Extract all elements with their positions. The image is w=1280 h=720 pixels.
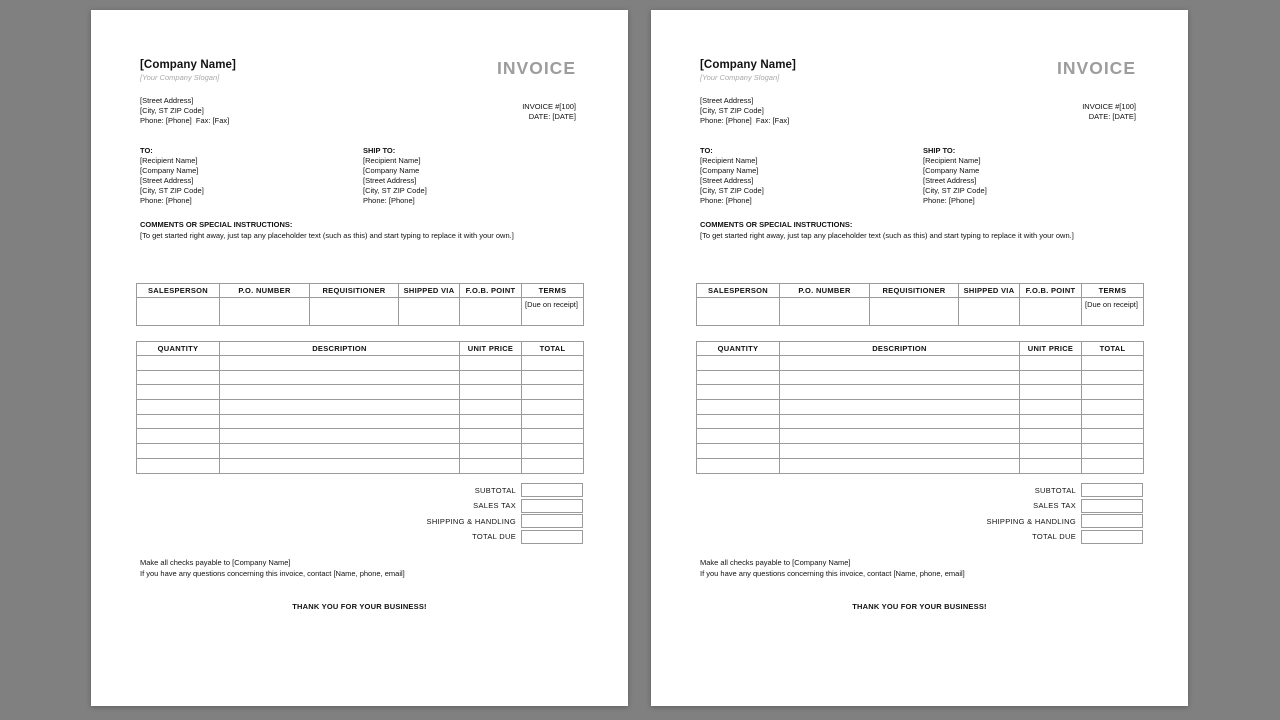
bill-to-phone[interactable]: Phone: [Phone] <box>700 196 752 205</box>
details-data-row <box>697 298 1144 326</box>
bill-to-company-name[interactable]: [Company Name] <box>700 166 759 175</box>
company-slogan-placeholder[interactable]: [Your Company Slogan] <box>700 73 780 82</box>
subtotal-label: SUBTOTAL <box>474 485 516 495</box>
invoice-meta-block <box>522 102 576 121</box>
item-quantity-cell[interactable] <box>137 458 220 473</box>
item-row <box>137 444 584 459</box>
salesperson-cell[interactable] <box>137 298 220 326</box>
item-total-cell[interactable] <box>1082 385 1144 400</box>
terms-header: TERMS <box>1082 284 1144 298</box>
shipping-handling-value-box[interactable] <box>1081 514 1143 528</box>
bill-to-recipient-name[interactable]: [Recipient Name] <box>140 156 198 165</box>
item-total-cell[interactable] <box>522 458 584 473</box>
shipped-via-header: SHIPPED VIA <box>399 284 460 298</box>
sales-tax-value-box[interactable] <box>1081 499 1143 513</box>
invoice-meta-block <box>1082 102 1136 121</box>
shipped-via-cell[interactable] <box>399 298 460 326</box>
bill-to-label: TO: <box>140 146 153 155</box>
total-due-value-box[interactable] <box>1081 530 1143 544</box>
item-quantity-cell[interactable] <box>137 414 220 429</box>
footer-notes <box>140 558 405 579</box>
item-total-cell[interactable] <box>1082 429 1144 444</box>
item-total-cell[interactable] <box>1082 370 1144 385</box>
shipping-handling-value-box[interactable] <box>521 514 583 528</box>
item-total-cell[interactable] <box>1082 414 1144 429</box>
subtotal-value-box[interactable] <box>521 483 583 497</box>
item-row <box>697 444 1144 459</box>
item-total-cell[interactable] <box>522 429 584 444</box>
item-description-cell[interactable] <box>220 356 460 371</box>
ship-to-phone[interactable]: Phone: [Phone] <box>923 196 975 205</box>
item-total-cell[interactable] <box>522 400 584 415</box>
ship-to-city-state-zip[interactable]: [City, ST ZIP Code] <box>363 186 427 195</box>
item-quantity-cell[interactable] <box>137 370 220 385</box>
thank-you-message: THANK YOU FOR YOUR BUSINESS! <box>852 602 987 611</box>
item-description-cell[interactable] <box>220 414 460 429</box>
items-header-row <box>137 342 584 356</box>
comments-label: COMMENTS OR SPECIAL INSTRUCTIONS: <box>140 220 293 229</box>
company-phone-fax[interactable]: Phone: [Phone] Fax: [Fax] <box>140 116 230 125</box>
item-description-cell[interactable] <box>220 400 460 415</box>
subtotal-row <box>136 483 583 497</box>
bill-to-phone[interactable]: Phone: [Phone] <box>140 196 192 205</box>
fob-point-cell[interactable] <box>460 298 522 326</box>
requisitioner-header: REQUISITIONER <box>870 284 959 298</box>
item-unit-price-cell[interactable] <box>460 414 522 429</box>
item-unit-price-cell[interactable] <box>460 444 522 459</box>
item-unit-price-cell[interactable] <box>1020 429 1082 444</box>
item-quantity-cell[interactable] <box>697 414 780 429</box>
item-quantity-cell[interactable] <box>697 356 780 371</box>
invoice-date[interactable]: DATE: [DATE] <box>528 111 576 121</box>
terms-cell[interactable]: [Due on receipt] <box>522 298 584 326</box>
item-unit-price-cell[interactable] <box>460 400 522 415</box>
item-description-cell[interactable] <box>780 429 1020 444</box>
invoice-page <box>651 10 1188 706</box>
company-address-block <box>140 96 229 126</box>
item-unit-price-cell[interactable] <box>1020 356 1082 371</box>
sales-tax-row <box>136 499 583 513</box>
terms-cell[interactable]: [Due on receipt] <box>1082 298 1144 326</box>
invoice-title: INVOICE <box>1057 58 1136 78</box>
ship-to-block <box>363 146 427 206</box>
item-row <box>137 414 584 429</box>
terms-header: TERMS <box>522 284 584 298</box>
shipping-handling-label: SHIPPING & HANDLING <box>986 516 1076 526</box>
subtotal-value-box[interactable] <box>1081 483 1143 497</box>
item-total-cell[interactable] <box>522 414 584 429</box>
item-total-cell[interactable] <box>1082 444 1144 459</box>
total-due-value-box[interactable] <box>521 530 583 544</box>
item-unit-price-cell[interactable] <box>460 370 522 385</box>
comments-section <box>140 220 514 241</box>
unit-price-header: UNIT PRICE <box>460 342 522 356</box>
item-total-cell[interactable] <box>1082 400 1144 415</box>
salesperson-cell[interactable] <box>697 298 780 326</box>
item-unit-price-cell[interactable] <box>460 356 522 371</box>
checks-payable-note[interactable]: Make all checks payable to [Company Name] <box>700 558 851 567</box>
total-header: TOTAL <box>522 342 584 356</box>
order-details-table <box>696 283 1144 326</box>
item-unit-price-cell[interactable] <box>460 458 522 473</box>
item-total-cell[interactable] <box>522 356 584 371</box>
invoice-number[interactable]: INVOICE #[100] <box>522 102 576 111</box>
shipped-via-cell[interactable] <box>959 298 1020 326</box>
invoice-number[interactable]: INVOICE #[100] <box>1082 102 1136 111</box>
invoice-date[interactable]: DATE: [DATE] <box>1088 111 1136 121</box>
item-total-cell[interactable] <box>1082 458 1144 473</box>
item-description-cell[interactable] <box>220 458 460 473</box>
item-row <box>137 356 584 371</box>
item-row <box>137 385 584 400</box>
item-description-cell[interactable] <box>780 370 1020 385</box>
description-header: DESCRIPTION <box>780 342 1020 356</box>
item-total-cell[interactable] <box>522 370 584 385</box>
ship-to-recipient-name[interactable]: [Recipient Name] <box>923 156 981 165</box>
total-due-label: TOTAL DUE <box>1032 532 1076 542</box>
item-unit-price-cell[interactable] <box>1020 444 1082 459</box>
item-unit-price-cell[interactable] <box>1020 400 1082 415</box>
po-number-cell[interactable] <box>780 298 870 326</box>
subtotal-label: SUBTOTAL <box>1034 485 1076 495</box>
item-description-cell[interactable] <box>780 458 1020 473</box>
checks-payable-note[interactable]: Make all checks payable to [Company Name] <box>140 558 291 567</box>
item-description-cell[interactable] <box>780 400 1020 415</box>
item-row <box>697 414 1144 429</box>
details-header-row <box>697 284 1144 298</box>
total-due-row <box>696 530 1143 544</box>
company-city-state-zip[interactable]: [City, ST ZIP Code] <box>140 106 204 115</box>
bill-to-company-name[interactable]: [Company Name] <box>140 166 199 175</box>
shipping-handling-row <box>696 514 1143 528</box>
item-total-cell[interactable] <box>522 444 584 459</box>
item-unit-price-cell[interactable] <box>1020 385 1082 400</box>
item-row <box>137 429 584 444</box>
ship-to-block <box>923 146 987 206</box>
item-quantity-cell[interactable] <box>697 444 780 459</box>
item-unit-price-cell[interactable] <box>460 429 522 444</box>
item-unit-price-cell[interactable] <box>1020 414 1082 429</box>
questions-contact-note[interactable]: If you have any questions concerning this invoice, contact [Name, phone, email] <box>700 568 965 578</box>
item-quantity-cell[interactable] <box>697 385 780 400</box>
line-items-table <box>696 341 1144 474</box>
fob-point-header: F.O.B. POINT <box>460 284 522 298</box>
shipping-handling-row <box>136 514 583 528</box>
bill-to-recipient-name[interactable]: [Recipient Name] <box>700 156 758 165</box>
po-number-header: P.O. NUMBER <box>220 284 310 298</box>
bill-to-label: TO: <box>700 146 713 155</box>
requisitioner-cell[interactable] <box>310 298 399 326</box>
requisitioner-header: REQUISITIONER <box>310 284 399 298</box>
company-name-placeholder[interactable]: [Company Name] <box>700 59 796 71</box>
item-description-cell[interactable] <box>780 385 1020 400</box>
company-name-placeholder[interactable]: [Company Name] <box>140 59 236 71</box>
item-description-cell[interactable] <box>220 385 460 400</box>
total-due-row <box>136 530 583 544</box>
totals-section <box>696 483 1143 545</box>
item-quantity-cell[interactable] <box>697 429 780 444</box>
item-row <box>137 370 584 385</box>
sales-tax-label: SALES TAX <box>473 501 516 511</box>
shipping-handling-label: SHIPPING & HANDLING <box>426 516 516 526</box>
item-row <box>137 458 584 473</box>
comments-placeholder[interactable]: [To get started right away, just tap any placeholder text (such as this) and start typing to replace it with your own.] <box>700 231 1074 240</box>
bill-to-block <box>140 146 204 206</box>
ship-to-street-address[interactable]: [Street Address] <box>363 176 417 185</box>
item-quantity-cell[interactable] <box>137 385 220 400</box>
sales-tax-value-box[interactable] <box>521 499 583 513</box>
company-address-block <box>700 96 789 126</box>
comments-label: COMMENTS OR SPECIAL INSTRUCTIONS: <box>700 220 853 229</box>
item-row <box>697 370 1144 385</box>
line-items-table <box>136 341 584 474</box>
po-number-cell[interactable] <box>220 298 310 326</box>
total-due-label: TOTAL DUE <box>472 532 516 542</box>
company-street-address[interactable]: [Street Address] <box>140 96 194 105</box>
company-street-address[interactable]: [Street Address] <box>700 96 754 105</box>
company-phone-fax[interactable]: Phone: [Phone] Fax: [Fax] <box>700 116 790 125</box>
subtotal-row <box>696 483 1143 497</box>
item-unit-price-cell[interactable] <box>460 385 522 400</box>
comments-placeholder[interactable]: [To get started right away, just tap any placeholder text (such as this) and start typing to replace it with your own.] <box>140 231 514 240</box>
sales-tax-label: SALES TAX <box>1033 501 1076 511</box>
po-number-header: P.O. NUMBER <box>780 284 870 298</box>
item-row <box>697 385 1144 400</box>
item-description-cell[interactable] <box>220 370 460 385</box>
fob-point-header: F.O.B. POINT <box>1020 284 1082 298</box>
item-description-cell[interactable] <box>220 444 460 459</box>
item-total-cell[interactable] <box>522 385 584 400</box>
total-header: TOTAL <box>1082 342 1144 356</box>
description-header: DESCRIPTION <box>220 342 460 356</box>
item-quantity-cell[interactable] <box>697 458 780 473</box>
item-row <box>137 400 584 415</box>
ship-to-city-state-zip[interactable]: [City, ST ZIP Code] <box>923 186 987 195</box>
order-details-table <box>136 283 584 326</box>
bill-to-street-address[interactable]: [Street Address] <box>140 176 194 185</box>
item-description-cell[interactable] <box>780 356 1020 371</box>
salesperson-header: SALESPERSON <box>697 284 780 298</box>
company-slogan-placeholder[interactable]: [Your Company Slogan] <box>140 73 220 82</box>
thank-you-message: THANK YOU FOR YOUR BUSINESS! <box>292 602 427 611</box>
item-row <box>697 458 1144 473</box>
quantity-header: QUANTITY <box>697 342 780 356</box>
totals-section <box>136 483 583 545</box>
item-quantity-cell[interactable] <box>697 400 780 415</box>
invoice-title: INVOICE <box>497 58 576 78</box>
unit-price-header: UNIT PRICE <box>1020 342 1082 356</box>
questions-contact-note[interactable]: If you have any questions concerning this invoice, contact [Name, phone, email] <box>140 568 405 578</box>
ship-to-label: SHIP TO: <box>363 146 396 155</box>
sales-tax-row <box>696 499 1143 513</box>
details-data-row <box>137 298 584 326</box>
item-quantity-cell[interactable] <box>137 444 220 459</box>
requisitioner-cell[interactable] <box>870 298 959 326</box>
item-unit-price-cell[interactable] <box>1020 458 1082 473</box>
ship-to-label: SHIP TO: <box>923 146 956 155</box>
item-quantity-cell[interactable] <box>137 429 220 444</box>
invoice-page <box>91 10 628 706</box>
items-header-row <box>697 342 1144 356</box>
shipped-via-header: SHIPPED VIA <box>959 284 1020 298</box>
item-description-cell[interactable] <box>780 414 1020 429</box>
details-header-row <box>137 284 584 298</box>
quantity-header: QUANTITY <box>137 342 220 356</box>
salesperson-header: SALESPERSON <box>137 284 220 298</box>
item-quantity-cell[interactable] <box>137 400 220 415</box>
footer-notes <box>700 558 965 579</box>
item-row <box>697 429 1144 444</box>
ship-to-street-address[interactable]: [Street Address] <box>923 176 977 185</box>
bill-to-city-state-zip[interactable]: [City, ST ZIP Code] <box>140 186 204 195</box>
item-quantity-cell[interactable] <box>697 370 780 385</box>
ship-to-company-name[interactable]: [Company Name <box>363 166 420 175</box>
ship-to-phone[interactable]: Phone: [Phone] <box>363 196 415 205</box>
item-row <box>697 356 1144 371</box>
item-description-cell[interactable] <box>780 444 1020 459</box>
fob-point-cell[interactable] <box>1020 298 1082 326</box>
item-row <box>697 400 1144 415</box>
item-description-cell[interactable] <box>220 429 460 444</box>
ship-to-recipient-name[interactable]: [Recipient Name] <box>363 156 421 165</box>
item-quantity-cell[interactable] <box>137 356 220 371</box>
bill-to-block <box>700 146 764 206</box>
company-city-state-zip[interactable]: [City, ST ZIP Code] <box>700 106 764 115</box>
item-total-cell[interactable] <box>1082 356 1144 371</box>
bill-to-street-address[interactable]: [Street Address] <box>700 176 754 185</box>
comments-section <box>700 220 1074 241</box>
bill-to-city-state-zip[interactable]: [City, ST ZIP Code] <box>700 186 764 195</box>
ship-to-company-name[interactable]: [Company Name <box>923 166 980 175</box>
item-unit-price-cell[interactable] <box>1020 370 1082 385</box>
